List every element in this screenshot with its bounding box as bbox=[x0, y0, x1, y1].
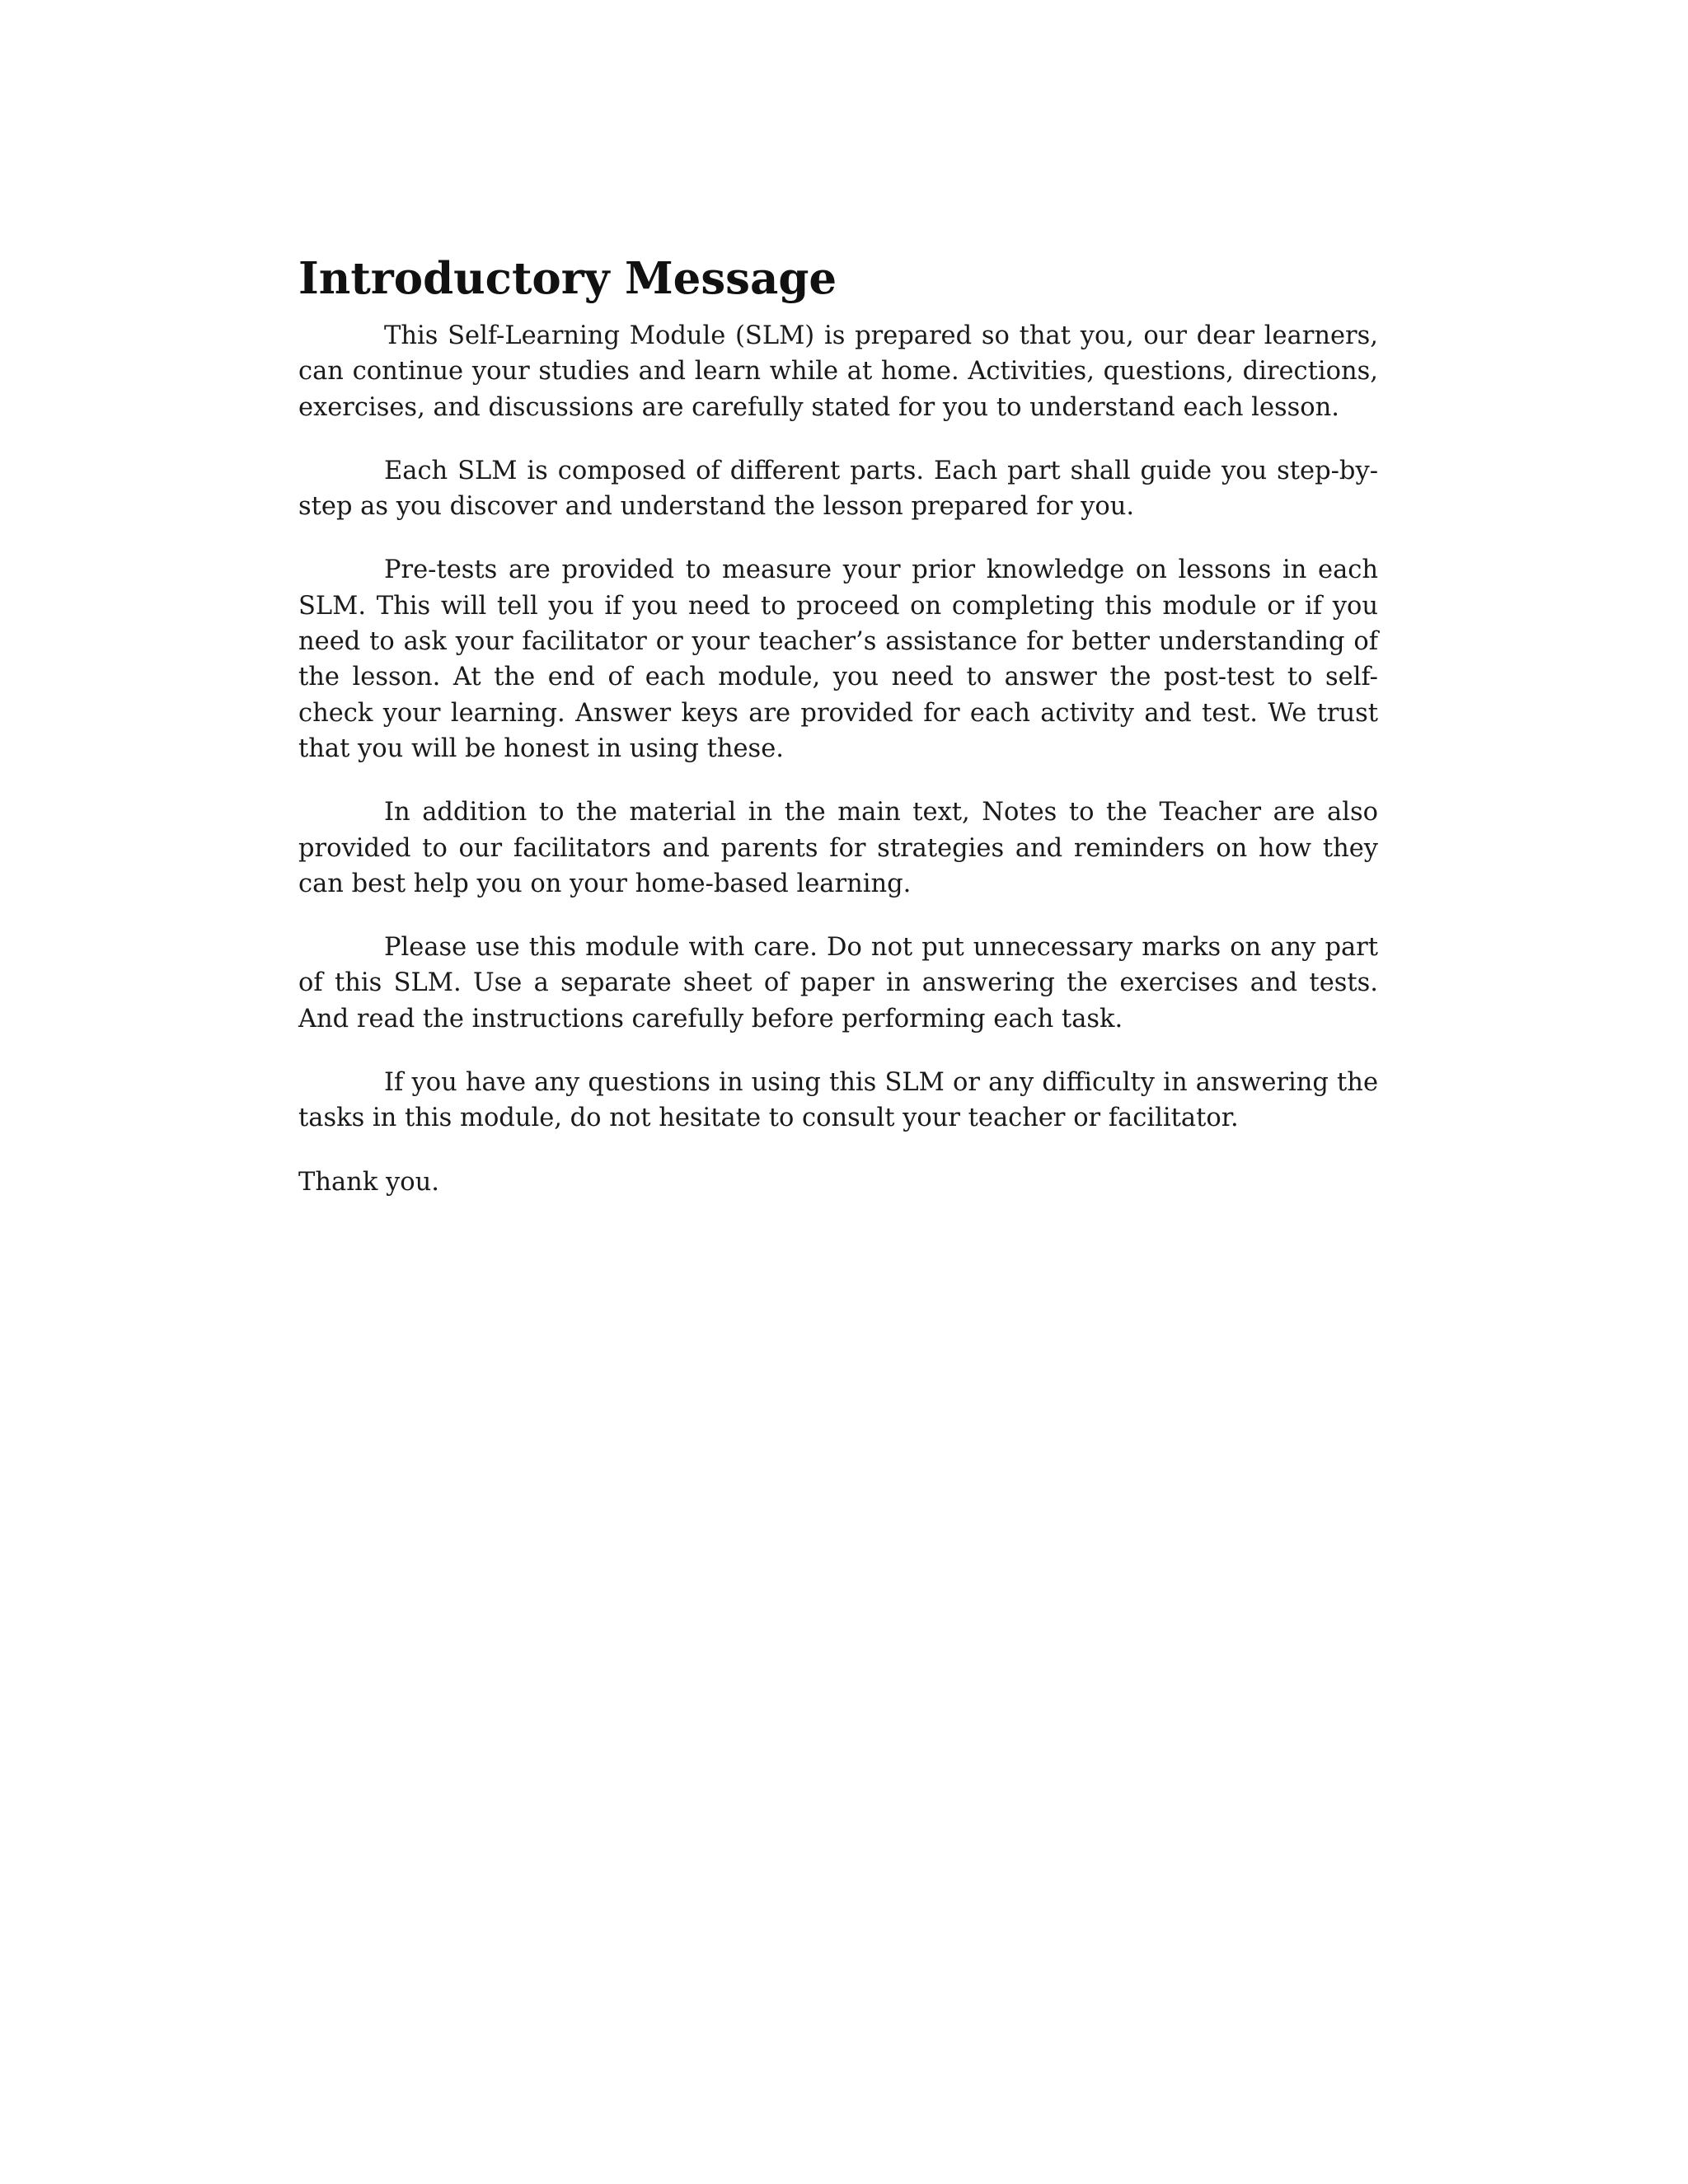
paragraph-pretests: Pre-tests are provided to measure your prior knowledge on lessons in each SLM. This will tell you if you need to proceed on completing this module or if you need to ask your facilitator or your teacher’s assistance for better understanding of the lesson. At the end of each module, you need to answer the post-test to self-check your learning. Answer keys are provided for each activity and test. We trust that you will be honest in using these. bbox=[298, 555, 1378, 763]
document-body bbox=[298, 247, 1378, 1200]
closing-line: Thank you. bbox=[298, 1167, 439, 1197]
paragraph-care: Please use this module with care. Do not put unnecessary marks on any part of this SLM. Use a separate sheet of paper in answering the exercises and tests. And read the instructions carefully before performing each task. bbox=[298, 933, 1378, 1033]
paragraph-notes-to-teacher: In addition to the material in the main text, Notes to the Teacher are also provided to our facilitators and parents for strategies and reminders on how they can best help you on your home-based learning. bbox=[298, 798, 1378, 898]
page-title: Introductory Message bbox=[298, 253, 837, 304]
paragraph-questions: If you have any questions in using this SLM or any difficulty in answering the tasks in this module, do not hesitate to consult your teacher or facilitator. bbox=[298, 1068, 1378, 1133]
paragraph-parts: Each SLM is composed of different parts. Each part shall guide you step-by-step as you discover and understand the lesson prepared for you. bbox=[298, 456, 1378, 522]
paragraph-intro: This Self-Learning Module (SLM) is prepared so that you, our dear learners, can continue your studies and learn while at home. Activities, questions, directions, exercises, and discussions are carefully stated for you to understand each lesson. bbox=[298, 321, 1378, 422]
